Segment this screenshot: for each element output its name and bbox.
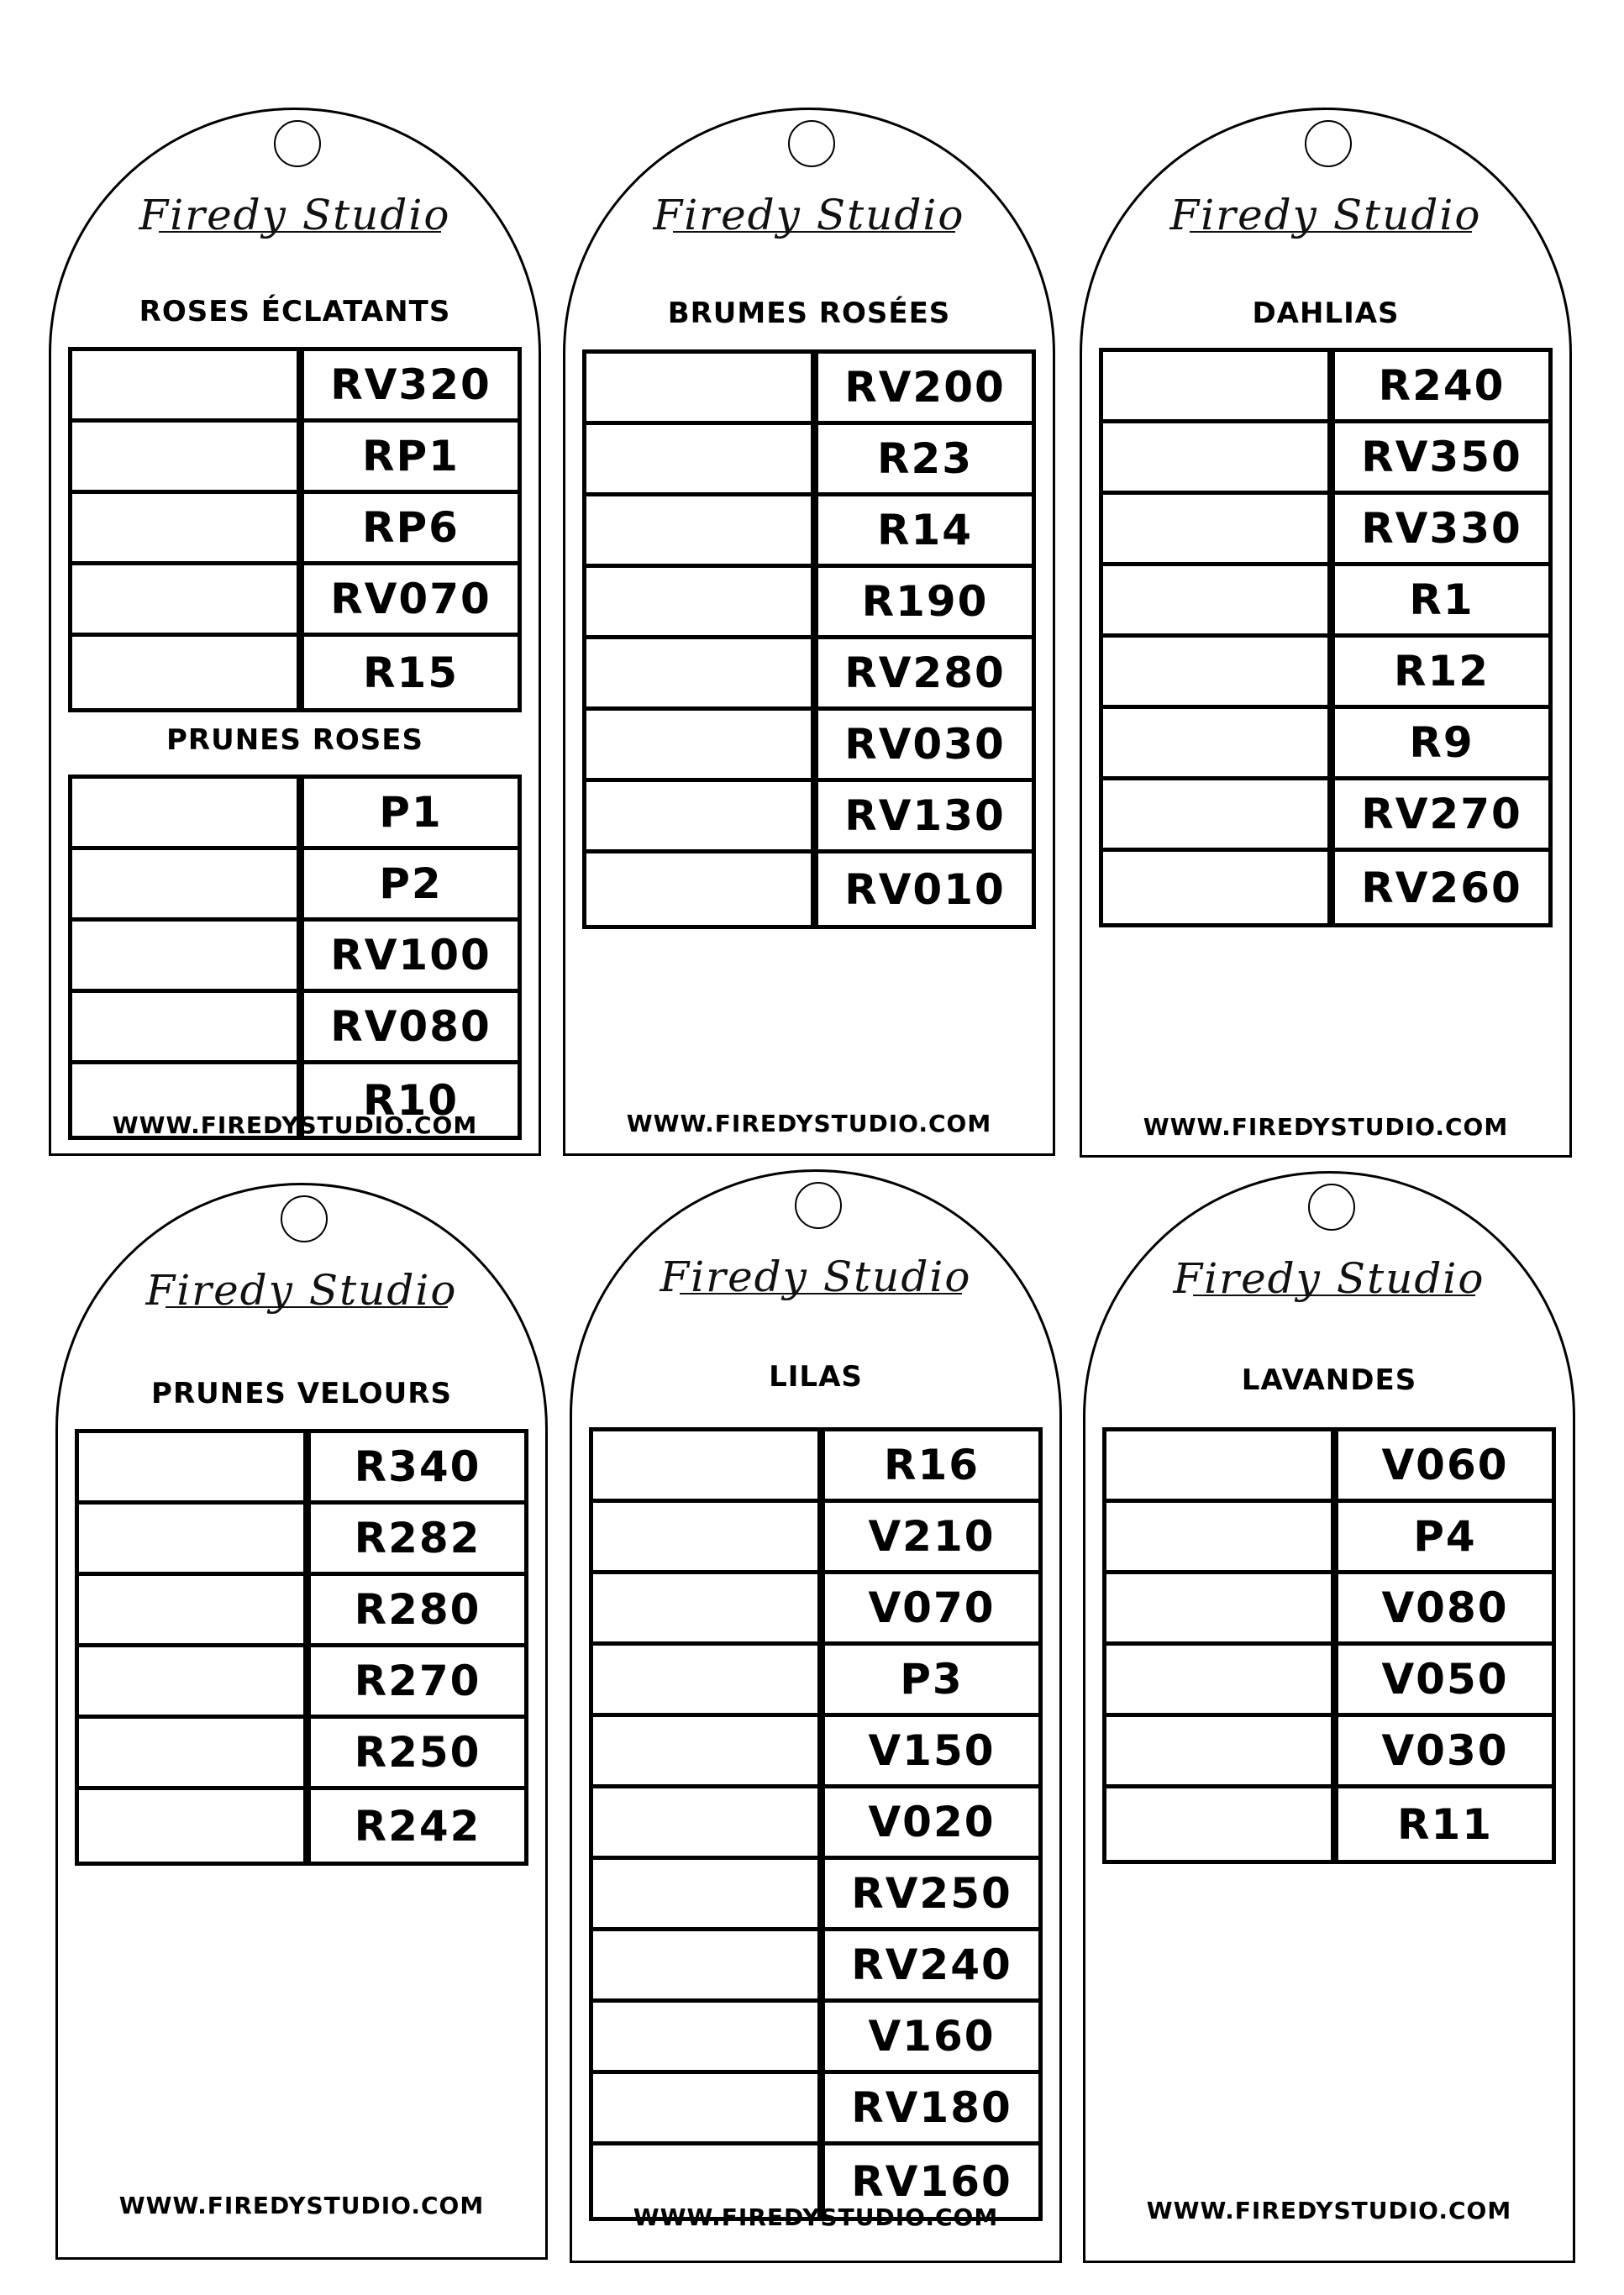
color-code: V050 [1381, 1655, 1509, 1704]
swatch-cell [586, 639, 818, 706]
code-grid [68, 775, 522, 1140]
color-code: R10 [362, 1075, 460, 1125]
color-code: RV250 [851, 1869, 1012, 1918]
swatch-cell [1106, 1646, 1338, 1713]
color-tag [570, 1169, 1062, 2263]
color-code: RV280 [844, 649, 1006, 697]
swatch-cell [1103, 852, 1335, 923]
swatch-cell [586, 354, 818, 421]
code-row [1103, 638, 1548, 709]
swatch-cell [593, 1860, 825, 1927]
color-code: P2 [379, 859, 443, 908]
section-title: ROSES ÉCLATANTS [139, 295, 451, 328]
brand-signature: Firedy Studio [58, 1266, 545, 1315]
color-tag [1080, 108, 1572, 1158]
color-code: V060 [1381, 1441, 1509, 1489]
color-code: R340 [354, 1442, 481, 1491]
color-code: R190 [861, 577, 989, 626]
color-code: RP6 [362, 503, 460, 552]
code-row [1103, 423, 1548, 495]
code-row [586, 568, 1032, 639]
section-title: DAHLIAS [1252, 297, 1400, 330]
website-url: WWW.FIREDYSTUDIO.COM [1146, 2197, 1512, 2224]
color-code: R270 [354, 1657, 481, 1705]
color-code: RV330 [1361, 504, 1522, 553]
code-row [593, 1931, 1038, 2003]
swatch-cell [1103, 495, 1335, 562]
color-code: RV080 [330, 1002, 491, 1051]
swatch-cell [72, 494, 304, 561]
swatch-cell [1106, 1717, 1338, 1784]
swatch-cell [593, 1717, 825, 1784]
code-row [79, 1647, 524, 1719]
swatch-cell [586, 425, 818, 492]
color-code: V080 [1381, 1583, 1509, 1632]
swatch-cell [72, 922, 304, 989]
code-row [586, 425, 1032, 496]
color-code: RV130 [844, 791, 1006, 840]
code-row [586, 639, 1032, 711]
swatch-cell [1103, 566, 1335, 633]
code-grid [1102, 1427, 1556, 1864]
color-code: R9 [1409, 718, 1474, 767]
code-row [593, 2003, 1038, 2074]
color-code: R23 [876, 434, 974, 483]
website-url: WWW.FIREDYSTUDIO.COM [1143, 1113, 1509, 1141]
swatch-cell [72, 423, 304, 490]
code-row [72, 637, 518, 708]
color-code: RV270 [1361, 790, 1522, 838]
swatch-cell [72, 850, 304, 917]
color-code: V210 [868, 1512, 996, 1561]
color-code: R16 [883, 1441, 980, 1489]
swatch-cell [72, 351, 304, 418]
swatch-cell [593, 2074, 825, 2141]
code-row [593, 1574, 1038, 1646]
color-code: V030 [1381, 1726, 1509, 1775]
swatch-cell [593, 1646, 825, 1713]
brand-signature: Firedy Studio [1082, 191, 1569, 239]
hang-hole [1308, 1184, 1355, 1231]
swatch-cell [72, 779, 304, 846]
swatch-cell [1106, 1574, 1338, 1641]
swatch-cell [79, 1505, 311, 1572]
code-row [586, 853, 1032, 925]
swatch-cell [1103, 638, 1335, 705]
color-code: R280 [354, 1585, 481, 1634]
code-row [79, 1719, 524, 1790]
swatch-cell [1103, 352, 1335, 419]
brand-signature: Firedy Studio [572, 1253, 1059, 1301]
swatch-cell [586, 853, 818, 925]
color-code: RV240 [851, 1941, 1012, 1989]
code-row [72, 850, 518, 922]
swatch-cell [1106, 1788, 1338, 1860]
section-title: LILAS [769, 1360, 863, 1394]
swatch-cell [1103, 780, 1335, 848]
color-code: RV010 [844, 864, 1006, 914]
color-tag [49, 108, 541, 1156]
color-code: V070 [868, 1583, 996, 1632]
code-row [79, 1790, 524, 1862]
code-row [593, 1788, 1038, 1860]
swatch-cell [593, 1431, 825, 1499]
code-row [72, 423, 518, 494]
swatch-cell [593, 1574, 825, 1641]
color-code: R1 [1409, 575, 1474, 624]
code-row [1103, 352, 1548, 423]
color-code: RV160 [851, 2156, 1012, 2206]
code-row [72, 993, 518, 1064]
swatch-cell [72, 637, 304, 708]
swatch-cell [1103, 423, 1335, 491]
code-row [1103, 780, 1548, 852]
color-code: RV180 [851, 2083, 1012, 2132]
swatch-cell [79, 1647, 311, 1715]
code-row [593, 1860, 1038, 1931]
hang-hole [274, 120, 321, 167]
swatch-cell [1106, 1503, 1338, 1570]
code-row [593, 1717, 1038, 1788]
swatch-cell [79, 1433, 311, 1500]
swatch-cell [79, 1790, 311, 1862]
code-row [1106, 1646, 1552, 1717]
code-row [1106, 1503, 1552, 1574]
code-grid [75, 1429, 528, 1866]
code-row [1103, 566, 1548, 638]
code-row [593, 2074, 1038, 2145]
code-row [72, 494, 518, 565]
color-code: V150 [868, 1726, 996, 1775]
swatch-cell [1103, 709, 1335, 776]
code-row [79, 1433, 524, 1505]
color-code: RV260 [1361, 863, 1522, 912]
swatch-cell [72, 993, 304, 1060]
swatch-cell [593, 1931, 825, 1998]
color-code: R250 [354, 1728, 481, 1777]
swatch-cell [586, 711, 818, 778]
code-row [72, 351, 518, 423]
code-grid [582, 349, 1036, 929]
hang-hole [281, 1195, 328, 1242]
website-url: WWW.FIREDYSTUDIO.COM [633, 2203, 999, 2231]
color-code: R242 [354, 1801, 481, 1851]
code-row [72, 922, 518, 993]
color-code: R11 [1396, 1799, 1494, 1849]
color-code: RV200 [844, 363, 1006, 412]
swatch-cell [586, 568, 818, 635]
color-code: RV350 [1361, 433, 1522, 481]
color-code: P1 [379, 788, 443, 837]
section-title: BRUMES ROSÉES [667, 297, 951, 330]
color-code: R282 [354, 1514, 481, 1562]
swatch-cell [79, 1719, 311, 1786]
code-row [79, 1576, 524, 1647]
section-title: LAVANDES [1241, 1363, 1417, 1397]
color-tag [55, 1183, 548, 2260]
swatch-cell [586, 496, 818, 564]
color-code: R240 [1378, 361, 1506, 410]
brand-signature: Firedy Studio [565, 191, 1053, 239]
code-row [1106, 1574, 1552, 1646]
hang-hole [1305, 120, 1352, 167]
hang-hole [788, 120, 835, 167]
code-row [1106, 1788, 1552, 1860]
section-title: PRUNES VELOURS [151, 1377, 452, 1410]
brand-signature: Firedy Studio [1085, 1254, 1573, 1303]
code-row [586, 496, 1032, 568]
code-row [586, 782, 1032, 853]
code-row [1106, 1431, 1552, 1503]
swatch-cell [593, 1788, 825, 1856]
code-row [586, 354, 1032, 425]
color-code: R12 [1393, 647, 1490, 696]
swatch-cell [593, 1503, 825, 1570]
swatch-cell [79, 1576, 311, 1643]
color-code: R15 [362, 648, 460, 697]
swatch-cell [586, 782, 818, 849]
swatch-cell [593, 2003, 825, 2070]
color-code: RV070 [330, 575, 491, 623]
code-row [72, 565, 518, 637]
color-code: RV100 [330, 931, 491, 979]
hang-hole [795, 1182, 842, 1229]
code-row [586, 711, 1032, 782]
code-grid [1099, 348, 1553, 927]
website-url: WWW.FIREDYSTUDIO.COM [118, 2192, 485, 2219]
color-tag [563, 108, 1055, 1156]
color-code: V160 [868, 2012, 996, 2061]
website-url: WWW.FIREDYSTUDIO.COM [626, 1110, 992, 1137]
color-code: P3 [900, 1655, 964, 1704]
brand-signature: Firedy Studio [51, 191, 539, 239]
code-row [593, 1431, 1038, 1503]
swatch-cell [1106, 1431, 1338, 1499]
code-row [1103, 495, 1548, 566]
code-row [1103, 852, 1548, 923]
color-code: P4 [1413, 1512, 1477, 1561]
code-grid [589, 1427, 1043, 2221]
code-row [593, 1646, 1038, 1717]
code-row [72, 779, 518, 850]
code-row [1103, 709, 1548, 780]
code-grid [68, 347, 522, 712]
code-row [593, 1503, 1038, 1574]
color-code: V020 [868, 1798, 996, 1846]
swatch-cell [72, 565, 304, 633]
code-row [1106, 1717, 1552, 1788]
code-row [79, 1505, 524, 1576]
color-code: RP1 [362, 432, 460, 481]
website-url: WWW.FIREDYSTUDIO.COM [112, 1111, 478, 1139]
section-title: PRUNES ROSES [166, 723, 423, 757]
color-code: R14 [876, 506, 974, 554]
color-tag [1083, 1171, 1575, 2263]
color-code: RV320 [330, 360, 491, 409]
color-code: RV030 [844, 720, 1006, 769]
